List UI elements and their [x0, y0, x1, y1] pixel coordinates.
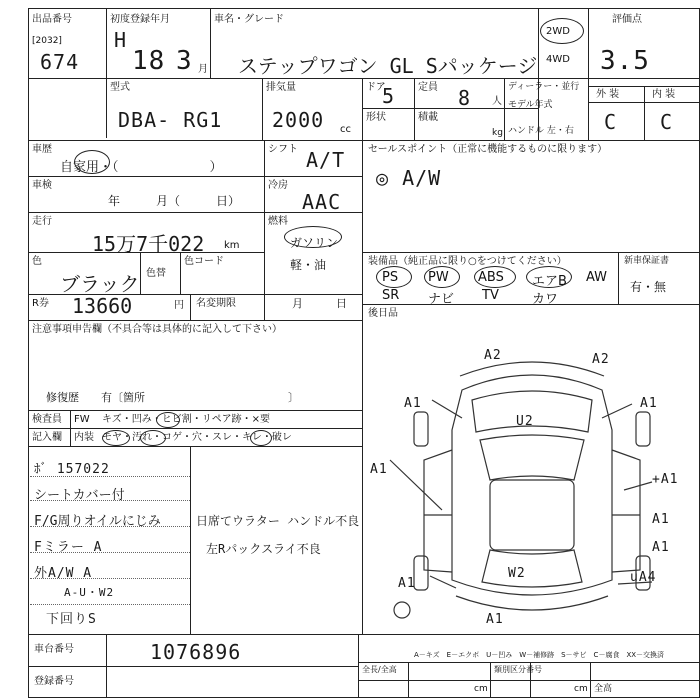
color-code-label: 色コード — [184, 256, 224, 267]
note-3: F/G周りオイルにじみ — [34, 514, 161, 529]
fuel-label: 燃料 — [268, 216, 288, 227]
right-note-1: 日席てウラター ハンドル不良 — [196, 514, 360, 528]
registration-number-label: 登録番号 — [34, 676, 74, 687]
interior-entry-label: 内装 — [74, 432, 94, 443]
car-name-label: 車名・グレード — [214, 14, 284, 25]
notice-label: 注意事項申告欄（不具合等は具体的に記入して下さい） — [32, 324, 282, 335]
drive-2wd: 2WD — [546, 26, 570, 37]
era: H — [114, 28, 128, 52]
exterior-label: 外 装 — [596, 89, 620, 100]
usage-label: 車歴 — [32, 144, 52, 155]
mark-left-front: A1 — [404, 396, 422, 411]
defect-circle-1 — [156, 412, 180, 428]
repair-history: 修復歴 有〔箇所 〕 — [46, 391, 299, 404]
note-4: Fミラー A — [34, 540, 103, 555]
inspection-date-label: 車検 — [32, 180, 52, 191]
displacement-label: 排気量 — [266, 82, 296, 93]
model-label: 型式 — [110, 82, 130, 93]
usage: 自家用・（ ） — [60, 160, 223, 175]
shift: A/T — [306, 148, 346, 172]
mark-rear-bumper: A1 — [486, 612, 504, 627]
name-expiry-fields: 月 日 — [292, 297, 347, 310]
registration-date-label: 初度登録年月 — [110, 14, 170, 25]
doors: 5 — [382, 84, 396, 108]
equip-airbag-circle — [526, 266, 572, 288]
recycle-label: R券 — [32, 298, 49, 309]
fuel-circle — [284, 226, 342, 248]
fw-label: FW — [74, 414, 90, 425]
mark-front-right: A2 — [592, 352, 610, 367]
mark-rear-window: W2 — [508, 566, 526, 581]
exterior-grade: C — [604, 110, 618, 134]
doors-label: ドア — [366, 82, 386, 93]
payload-label: 積載 — [418, 112, 438, 123]
interior-circle-3 — [250, 430, 272, 446]
equip-navi: ナビ — [428, 292, 455, 307]
recycle-amount: 13660 — [72, 294, 133, 318]
capacity-label: 定員 — [418, 82, 438, 93]
category-label: 類別区分番号 — [494, 665, 542, 674]
equip-abs-circle — [474, 266, 516, 288]
mark-left-door: A1 — [370, 462, 388, 477]
equip-pw: PW — [428, 270, 449, 285]
note-1: ﾎﾞ 157022 — [34, 462, 110, 477]
score-label: 評価点 — [612, 14, 642, 25]
reg-year: 18 — [132, 46, 166, 76]
handle-label: ハンドル 左・右 — [508, 126, 574, 136]
note-7: 下回りS — [46, 612, 97, 627]
rear-items-label: 後日品 — [368, 308, 398, 319]
equip-aw: AW — [586, 270, 608, 285]
interior-label: 内 装 — [652, 89, 676, 100]
note-2: シートカバー付 — [34, 488, 125, 503]
mark-right-rear: uA4 — [630, 570, 657, 585]
sales-point-label: セールスポイント（正常に機能するものに限ります） — [368, 144, 608, 155]
equip-leather: カワ — [532, 292, 559, 307]
equip-airbag: エアB — [532, 274, 567, 289]
chassis-label: 車台番号 — [34, 644, 74, 655]
mark-right-rear-door: A1 — [652, 512, 670, 527]
dealer-label: ディーラー・並行 — [508, 82, 580, 92]
usage-circle — [74, 150, 110, 174]
capacity: 8 — [458, 86, 472, 110]
equip-abs: ABS — [478, 270, 504, 285]
equip-ps-circle — [376, 266, 412, 288]
lot-code: [2032] — [32, 36, 62, 46]
note-6: A-U・W2 — [64, 586, 115, 599]
warranty: 有・無 — [630, 280, 667, 294]
model-year-label: モデル年式 — [508, 100, 553, 110]
mark-right-door: +A1 — [652, 472, 679, 487]
color-sub-label: 色替 — [146, 268, 166, 279]
month-unit: 月 — [198, 64, 208, 75]
lot-label: 出品番号 — [32, 14, 72, 25]
shape-label: 形状 — [366, 112, 386, 123]
mark-right-front: A1 — [640, 396, 658, 411]
color: ブラック — [60, 272, 140, 296]
interior-circle-1 — [102, 430, 130, 446]
entry-label: 記入欄 — [32, 432, 62, 443]
mark-left-rear: A1 — [398, 576, 416, 591]
equipment-label: 装備品（純正品に限り○をつけてください） — [368, 256, 567, 267]
mark-hood: U2 — [516, 414, 534, 429]
cm-unit-2: cm — [574, 684, 588, 694]
reg-month: 3 — [176, 46, 193, 76]
displacement: 2000 — [272, 108, 325, 132]
drive-4wd: 4WD — [546, 54, 570, 65]
interior-codes: モヤ・汚れ・コゲ・穴・スレ・キレ・破レ — [102, 432, 292, 443]
inspection-fields: 年 月（ 日） — [108, 194, 241, 208]
equip-sr: SR — [382, 288, 400, 303]
equip-tv: TV — [482, 288, 499, 303]
name-expiry-label: 名変期限 — [196, 298, 236, 309]
chassis-number: 1076896 — [150, 640, 242, 664]
mark-right-quarter: A1 — [652, 540, 670, 555]
lot-number: 674 — [40, 50, 80, 74]
capacity-unit: 人 — [492, 96, 502, 107]
cm-unit-1: cm — [474, 684, 488, 694]
mileage: 15万7千022 — [92, 232, 205, 256]
cc-unit: cc — [340, 124, 351, 135]
size-label: 全長/全高 — [362, 665, 397, 674]
interior-circle-2 — [140, 430, 166, 446]
car-name: ステップワゴン GL Sパッケージ — [238, 54, 538, 78]
defect-codes: キズ・凹み・ヒビ割・リペア跡・×要 — [102, 414, 270, 425]
yen-unit: 円 — [174, 300, 184, 311]
right-note-2: 左Rパックスライ不良 — [206, 542, 321, 556]
equip-pw-circle — [424, 266, 460, 288]
mark-front-left: A2 — [484, 348, 502, 363]
note-5: 外A/W A — [34, 566, 93, 581]
kg-unit: kg — [492, 128, 503, 138]
score: 3.5 — [600, 46, 650, 76]
km-unit: km — [224, 240, 240, 251]
ac: AAC — [302, 190, 342, 214]
mileage-label: 走行 — [32, 216, 52, 227]
interior-grade: C — [660, 110, 674, 134]
damage-legend: A－キズ E－エクボ U－凹み W－補修跡 S－サビ C－腐食 XX－交換済 — [414, 651, 665, 659]
height-label: 全高 — [594, 684, 613, 694]
model: DBA- RG1 — [118, 108, 223, 132]
ac-label: 冷房 — [268, 180, 288, 191]
inspector-label: 検査員 — [32, 414, 62, 425]
shift-label: シフト — [268, 144, 298, 155]
equip-ps: PS — [382, 270, 399, 285]
fuel-options: ガソリン 軽・油 — [290, 236, 339, 272]
sales-point: ◎ A/W — [376, 166, 442, 190]
warranty-label: 新車保証書 — [624, 256, 670, 266]
color-label: 色 — [32, 256, 42, 267]
